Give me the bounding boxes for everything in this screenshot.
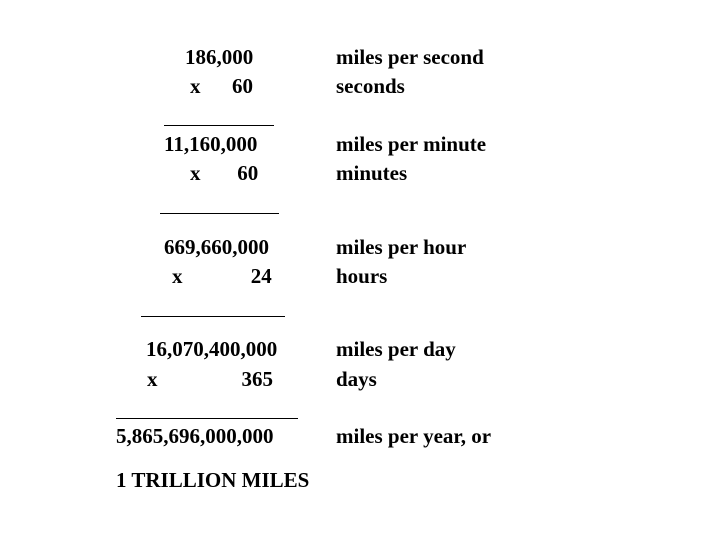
value-miles-per-minute: 11,160,000 <box>164 132 258 156</box>
label-miles-per-minute: miles per minute <box>336 132 487 156</box>
value-miles-per-day: 16,070,400,000 <box>146 337 278 361</box>
label-miles-per-day: miles per day <box>336 337 456 361</box>
conclusion-text: 1 TRILLION MILES <box>116 468 310 492</box>
label-miles-per-second: miles per second <box>336 45 484 69</box>
multiplier-hours: x 24 <box>172 264 272 288</box>
sum-line-3 <box>141 316 285 317</box>
multiplier-days: x 365 <box>147 367 273 391</box>
value-miles-per-second: 186,000 <box>185 45 254 69</box>
sum-line-1 <box>164 125 274 126</box>
sum-line-4 <box>116 418 298 419</box>
label-days: days <box>336 367 377 391</box>
label-hours: hours <box>336 264 388 288</box>
multiplier-seconds: x 60 <box>190 74 253 98</box>
value-miles-per-hour: 669,660,000 <box>164 235 269 259</box>
multiplier-minutes: x 60 <box>190 161 259 185</box>
label-miles-per-hour: miles per hour <box>336 235 467 259</box>
value-miles-per-year: 5,865,696,000,000 <box>116 424 274 448</box>
sum-line-2 <box>160 213 279 214</box>
label-seconds: seconds <box>336 74 405 98</box>
label-miles-per-year: miles per year, or <box>336 424 492 448</box>
label-minutes: minutes <box>336 161 408 185</box>
